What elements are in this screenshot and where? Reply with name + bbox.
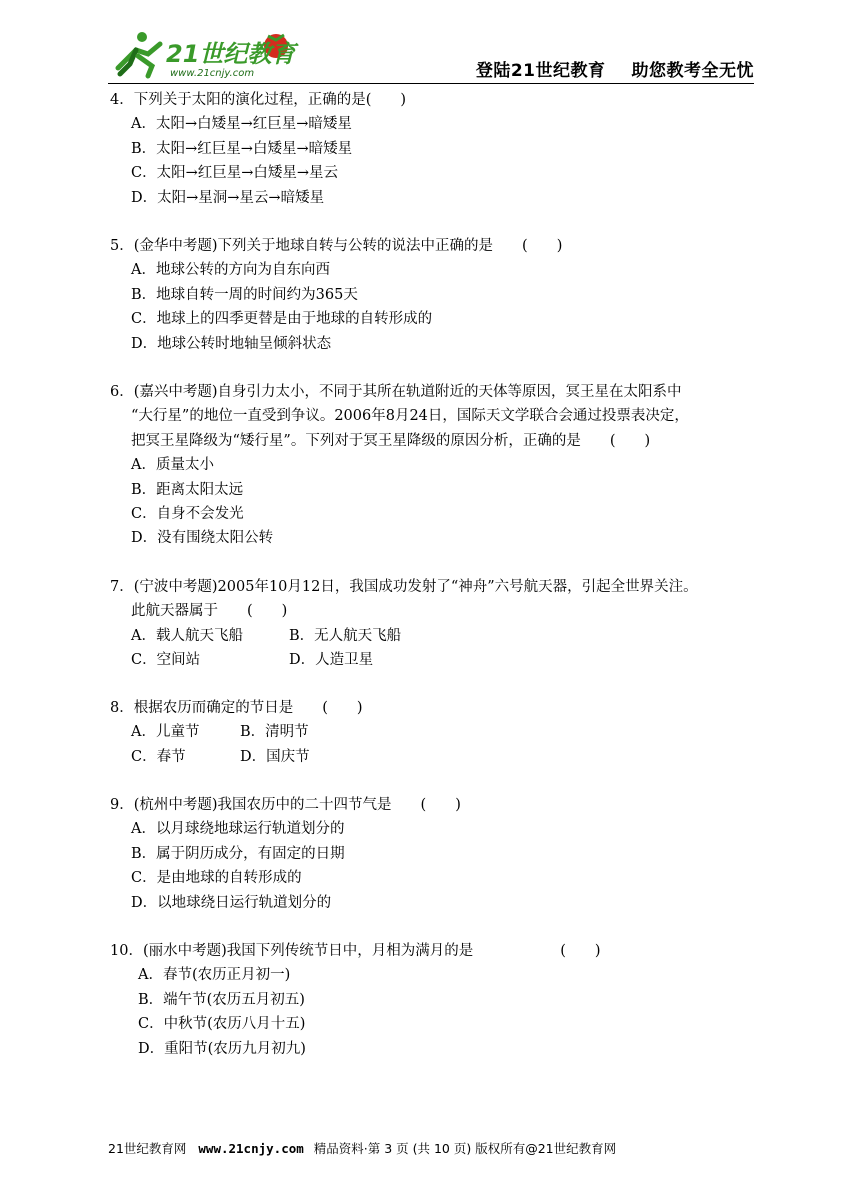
question-stem-line-2: “大行星”的地位一直受到争议。2006年8月24日，国际天文学联合会通过投票表决定， (131, 408, 689, 425)
slogan-left: 登陆21世纪教育 (475, 61, 606, 81)
option-row (110, 745, 770, 769)
question-9 (110, 793, 770, 915)
option-b: B．太阳→红巨星→白矮星→暗矮星 (131, 140, 353, 157)
option-a: A．地球公转的方向为自东向西 (131, 262, 330, 279)
option-row (110, 624, 770, 648)
question-stem-line-1: 7．(宁波中考题)2005年10月12日，我国成功发射了“神舟”六号航天器，引起全世界关注。 (110, 579, 698, 595)
site-logo (108, 28, 308, 80)
logo-url: www.21cnjy.com (170, 68, 255, 79)
question-6 (110, 380, 770, 551)
option-c: C．自身不会发光 (131, 505, 244, 522)
option-c: C．中秋节(农历八月十五) (138, 1016, 306, 1033)
option-a: A．春节(农历正月初一) (138, 967, 291, 984)
slogan-right: 助您教考全无忧 (631, 61, 754, 81)
option-d: D．以地球绕日运行轨道划分的 (131, 894, 332, 911)
question-stem: 10．(丽水中考题)我国下列传统节日中，月相为满月的是 ( ) (110, 943, 601, 959)
question-stem-line-1: 6．(嘉兴中考题)自身引力太小，不同于其所在轨道附近的天体等原因，冥王星在太阳系中 (110, 384, 682, 400)
question-stem: 9．(杭州中考题)我国农历中的二十四节气是 ( ) (110, 797, 461, 813)
option-c: C．空间站 (131, 652, 201, 669)
option-b: B．清明节 (240, 724, 309, 741)
page-header (108, 28, 754, 84)
question-stem: 8．根据农历而确定的节日是 ( ) (110, 700, 363, 716)
question-stem-line-2: 此航天器属于 ( ) (131, 603, 288, 620)
page-footer (108, 1139, 754, 1157)
option-d: D．重阳节(农历九月初九) (138, 1040, 306, 1057)
option-a: A．以月球绕地球运行轨道划分的 (131, 821, 345, 838)
option-b: B．无人航天飞船 (289, 627, 402, 644)
option-b: B．距离太阳太远 (131, 481, 244, 498)
option-row (110, 720, 770, 744)
footer-site-link[interactable]: www.21cnjy.com (198, 1141, 304, 1156)
question-7 (110, 575, 770, 673)
logo-text: 21世纪教育 (166, 40, 296, 68)
option-d: D．国庆节 (240, 748, 310, 765)
option-b: B．端午节(农历五月初五) (138, 991, 305, 1008)
option-c: C．太阳→红巨星→白矮星→星云 (131, 165, 339, 182)
question-5 (110, 234, 770, 356)
option-d: D．人造卫星 (289, 652, 374, 669)
option-row (110, 648, 770, 672)
option-c: C．春节 (131, 748, 186, 765)
question-stem: 5．(金华中考题)下列关于地球自转与公转的说法中正确的是 ( ) (110, 238, 563, 254)
option-c: C．地球上的四季更替是由于地球的自转形成的 (131, 311, 433, 328)
option-b: B．属于阴历成分，有固定的日期 (131, 845, 345, 862)
option-d: D．太阳→星洞→星云→暗矮星 (131, 189, 325, 206)
header-rule (108, 83, 754, 84)
question-4 (110, 88, 770, 210)
option-a: A．质量太小 (131, 457, 214, 474)
question-10 (110, 939, 770, 1061)
header-slogan (476, 56, 754, 81)
option-a: A．儿童节 (131, 724, 200, 741)
option-d: D．地球公转时地轴呈倾斜状态 (131, 335, 332, 352)
footer-left: 21世纪教育网 (108, 1141, 187, 1156)
option-b: B．地球自转一周的时间约为365天 (131, 286, 358, 303)
option-c: C．是由地球的自转形成的 (131, 870, 302, 887)
question-stem: 4．下列关于太阳的演化过程，正确的是( ) (110, 92, 407, 108)
question-stem-line-3: 把冥王星降级为“矮行星”。下列对于冥王星降级的原因分析，正确的是 ( ) (131, 432, 651, 449)
option-a: A．载人航天飞船 (131, 627, 243, 644)
option-d: D．没有围绕太阳公转 (131, 530, 274, 547)
option-a: A．太阳→白矮星→红巨星→暗矮星 (131, 116, 352, 133)
question-8 (110, 696, 770, 769)
footer-right: 精品资料·第 3 页 (共 10 页) 版权所有@21世纪教育网 (313, 1141, 617, 1156)
